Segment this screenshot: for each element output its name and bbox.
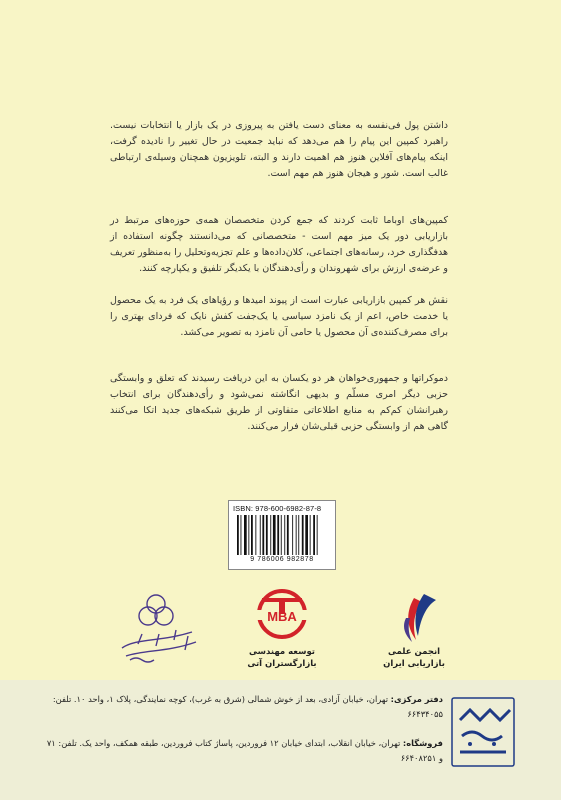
wing-icon	[384, 588, 444, 646]
paragraph-2: کمپین‌های اوباما ثابت کردند که جمع کردن متخصصان همه‌ی حوزه‌های مرتبط در بازاریابی دور یک میز مهم است - متخصصانی که می‌دانستند چگونه استفاده از هدفگذاری خرد، رسانه‌های اجتماعی، کلان‌داده‌ها و علم تجزیه‌وتحلیل را به‌منظور تعریف و عرضه‌ی ارزش برای شهروندان و رأی‌دهندگان با یکدیگر تلفیق و یکپارچه کنند.	[110, 215, 448, 274]
logo-right-line1: انجمن علمی	[387, 647, 441, 657]
logo-center-line1: توسعه مهندسی	[248, 647, 315, 657]
office-text: تهران، خیابان آزادی، بعد از خوش شمالی (شرق به غرب)، کوچه نمایندگی، پلاک ۱، واحد ۱۰. تلفن: ۶۶۴۳۴۰۵۵	[52, 694, 443, 719]
logo-center-line2: بازارگستران آتی	[247, 659, 317, 669]
logo-center	[246, 584, 318, 644]
logo-right-caption	[362, 646, 466, 670]
logo-right	[384, 588, 444, 646]
mba-icon	[246, 584, 318, 644]
logo-center-caption	[226, 646, 338, 670]
store-text: تهران، خیابان انقلاب، ابتدای خیابان ۱۲ فروردین، پاساژ کتاب فروردین، طبقه همکف، واحد یک. تلفن: ۷۱ و ۶۶۴۰۸۲۵۱	[46, 738, 443, 763]
publisher-emblem-icon	[448, 692, 518, 772]
logo-right-line2: بازاریابی ایران	[383, 659, 445, 669]
paragraph-4: دموکراتها و جمهوری‌خواهان هر دو یکسان به این دریافت رسیدند که تعلق و وابستگی حزبی دیگر امری مسلّم و بدیهی انگاشته نمی‌شود و رأی‌دهندگان برای انتخاب رهبرانشان کم‌کم به منابع اطلاعاتی متفاوتی از طریق شبکه‌های جدید اتکا می‌کنند گاهی هم از وابستگی حزبی قبلی‌شان فرار می‌کنند.	[110, 373, 448, 432]
paragraph-3: نقش هر کمپین بازاریابی عبارت است از پیوند امیدها و رؤیاهای یک فرد به یک محصول یا خدمت خاص، اعم از یک نامزد سیاسی یا یک‌جفت کفش نایک که فردای بهتری را برای مصرف‌کننده‌ی آن محصول یا حامی آن نامزد به تصویر می‌کشد.	[110, 295, 448, 338]
barcode-icon	[235, 515, 329, 555]
store-address	[43, 736, 443, 766]
isbn-barcode-box	[228, 500, 336, 570]
three-circles-calligraphy-icon	[108, 590, 208, 670]
isbn-label: ISBN: 978-600-6982-87-8	[233, 504, 322, 513]
office-address	[43, 692, 443, 722]
logo-left	[108, 590, 208, 670]
office-label: دفتر مرکزی:	[390, 694, 443, 704]
store-label: فروشگاه:	[402, 738, 443, 748]
barcode-digits: 9 786006 982878	[250, 556, 314, 563]
paragraph-1: داشتن پول فی‌نفسه به معنای دست یافتن به پیروزی در یک بازار یا انتخابات نیست. راهبرد کمپین این پیام را هم می‌دهد که نباید جمعیت در حال تغییر را نادیده گرفت، اینکه پیام‌های آفلاین هنوز هم اهمیت دارند و البته، تلویزیون همچنان وسیله‌ی ارتباطی غالب است. شور و هیجان هنوز هم مهم است.	[110, 120, 448, 179]
svg-text:MBA: MBA	[267, 609, 297, 624]
